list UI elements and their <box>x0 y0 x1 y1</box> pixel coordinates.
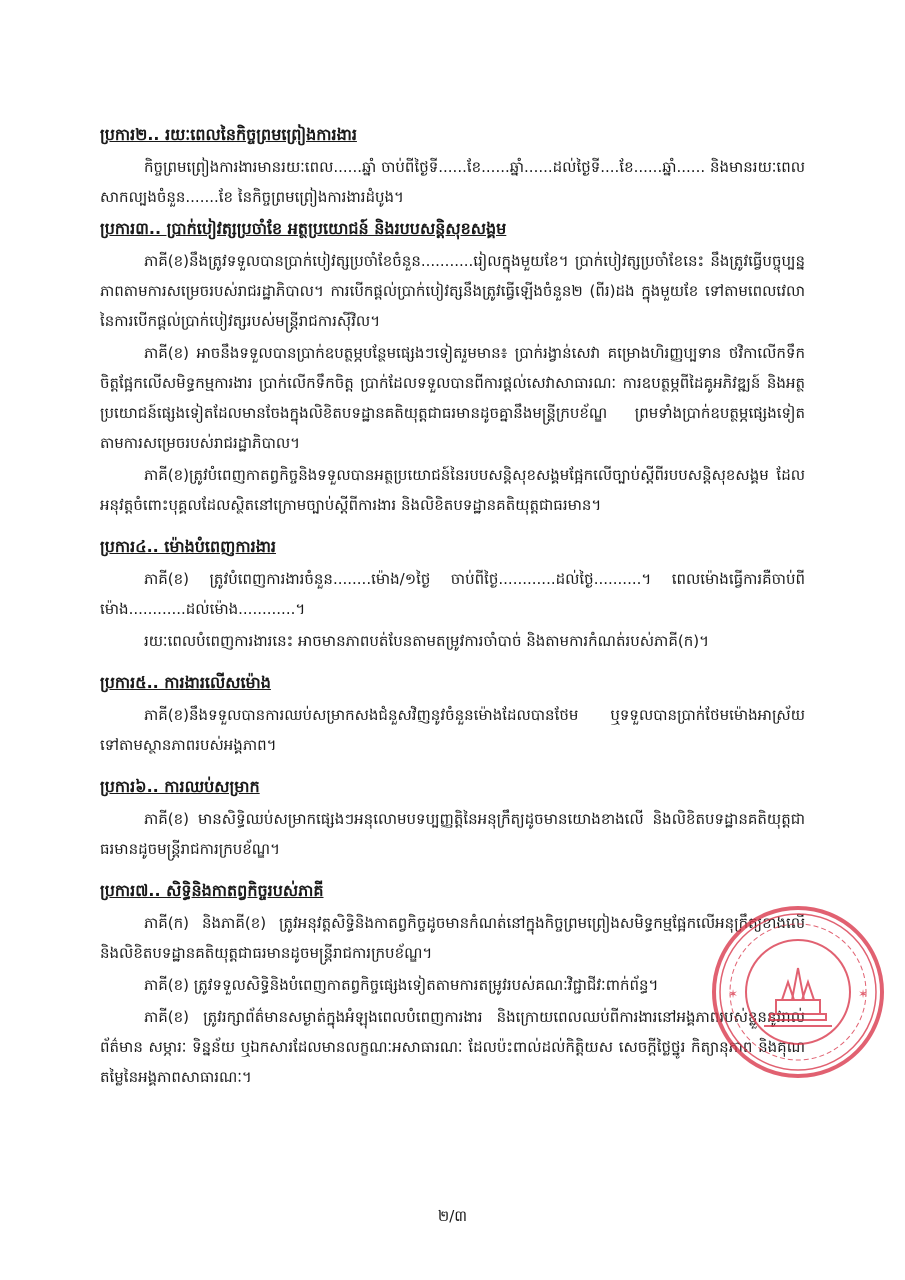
article-6 <box>100 774 805 864</box>
article-heading: ប្រការ៣.. ប្រាក់បៀវត្សប្រចាំខែ អត្ថប្រយោជន៍ និងរបបសន្តិសុខសង្គម <box>100 219 507 238</box>
paragraph: កិច្ចព្រមព្រៀងការងារមានរយៈពេល......ឆ្នាំ ចាប់ពីថ្ងៃទី......ខែ......ឆ្នាំ......ដល់ថ្ងៃទី....ខែ......ឆ្នាំ...... និងមានរយៈពេលសាកល្បងចំនួន.......ខែ នៃកិច្ចព្រមព្រៀងការងារដំបូង។ <box>100 158 805 206</box>
paragraph: ភាគី(ខ) ត្រូវទទួលសិទ្ធិនិងបំពេញកាតព្វកិច្ចផ្សេងទៀតតាមការតម្រូវរបស់គណៈវិជ្ជាជីវៈពាក់ព័ន្ធ។ <box>144 976 659 994</box>
paragraph: ភាគី(ខ)ត្រូវបំពេញកាតព្វកិច្ចនិងទទួលបានអត្ថប្រយោជន៍នៃរបបសន្តិសុខសង្គមផ្អែកលើច្បាប់ស្តីពីរបបសន្តិសុខសង្គម ដែលអនុវត្តចំពោះបុគ្គលដែលស្ថិតនៅក្រោមច្បាប់ស្តីពីការងារ និងលិខិតបទដ្ឋានគតិយុត្តជាធរមាន។ <box>100 466 805 514</box>
official-seal-stamp <box>708 902 888 1082</box>
paragraph: រយៈពេលបំពេញការងារនេះ អាចមានភាពបត់បែនតាមតម្រូវការចាំបាច់ និងតាមការកំណត់របស់ភាគី(ក)។ <box>144 632 709 650</box>
svg-text:✶: ✶ <box>728 987 739 1001</box>
svg-text:✶: ✶ <box>858 987 869 1001</box>
paragraph: ភាគី(ខ) អាចនឹងទទួលបានប្រាក់ឧបត្ថម្ភបន្ថែមផ្សេងៗទៀតរួមមាន៖ ប្រាក់រង្វាន់សេវា គម្រោងហិរញ្ញប្បទាន ថវិកាលើកទឹកចិត្តផ្អែកលើសមិទ្ធកម្មការងារ ប្រាក់លើកទឹកចិត្ត ប្រាក់ដែលទទួលបានពីការផ្តល់សេវាសាធារណៈ ការឧបត្ថម្ភពីដៃគូអភិវឌ្ឍន៍ និងអត្ថប្រយោជន៍ផ្សេងទៀតដែលមានចែងក្នុងលិខិតបទដ្ឋានគតិយុត្តជាធរមានដូចគ្នានឹងមន្ត្រីក្របខ័ណ្ឌ ព្រមទាំងប្រាក់ឧបត្ថម្ភផ្សេងទៀត តាមការសម្រេចរបស់រាជរដ្ឋាភិបាល។ <box>100 344 805 452</box>
document-body <box>100 118 805 1094</box>
paragraph: ភាគី(ខ) ត្រូវបំពេញការងារចំនួន........ម៉ោង/១ថ្ងៃ ចាប់ពីថ្ងៃ............ដល់ថ្ងៃ..........។ ពេលម៉ោងធ្វើការគឺចាប់ពីម៉ោង............ដល់ម៉ោង............។ <box>100 570 805 618</box>
article-heading: ប្រការ៦.. ការឈប់សម្រាក <box>100 777 260 796</box>
article-3 <box>100 216 805 520</box>
article-heading: ប្រការ៥.. ការងារលើសម៉ោង <box>100 673 271 692</box>
article-2 <box>100 122 805 212</box>
article-heading: ប្រការ២.. រយៈពេលនៃកិច្ចព្រមព្រៀងការងារ <box>100 125 357 144</box>
paragraph: ភាគី(ខ) ត្រូវរក្សាព័ត៌មានសម្ងាត់ក្នុងអំឡុងពេលបំពេញការងារ និងក្រោយពេលឈប់ពីការងារនៅអង្គភាពរបស់ខ្លួននូវរាល់ព័ត៌មាន សម្ភារៈ ទិន្នន័យ ឬឯកសារដែលមានលក្ខណៈអសាធារណៈ ដែលប៉ះពាល់ដល់កិត្តិយស សេចក្តីថ្លៃថ្នូរ កិត្យានុភាព និងគុណតម្លៃនៃអង្គភាពសាធារណៈ។ <box>100 1008 805 1086</box>
article-heading: ប្រការ៧.. សិទ្ធិនិងកាតព្វកិច្ចរបស់ភាគី <box>100 881 324 900</box>
paragraph: ភាគី(ខ)នឹងទទួលបានការឈប់សម្រាកសងជំនួសវិញនូវចំនួនម៉ោងដែលបានថែម ឬទទួលបានប្រាក់ថែមម៉ោងអាស្រ័យទៅតាមស្ថានភាពរបស់អង្គភាព។ <box>100 706 805 754</box>
article-5 <box>100 670 805 760</box>
article-4 <box>100 534 805 656</box>
paragraph: ភាគី(ខ)នឹងត្រូវទទួលបានប្រាក់បៀវត្សប្រចាំខែចំនួន...........រៀលក្នុងមួយខែ។ ប្រាក់បៀវត្សប្រចាំខែនេះ នឹងត្រូវធ្វើបច្ចុប្បន្នភាពតាមការសម្រេចរបស់រាជរដ្ឋាភិបាល។ ការបើកផ្តល់ប្រាក់បៀវត្សនឹងត្រូវធ្វើឡើងចំនួន២ (ពីរ)ដង ក្នុងមួយខែ ទៅតាមពេលវេលានៃការបើកផ្តល់ប្រាក់បៀវត្សរបស់មន្ត្រីរាជការស៊ីវិល។ <box>100 252 805 330</box>
article-7 <box>100 878 805 1092</box>
paragraph: ភាគី(ក) និងភាគី(ខ) ត្រូវអនុវត្តសិទ្ធិនិងកាតព្វកិច្ចដូចមានកំណត់នៅក្នុងកិច្ចព្រមព្រៀងសមិទ្ធកម្មផ្អែកលើអនុក្រឹត្យខាងលើ និងលិខិតបទដ្ឋានគតិយុត្តជាធរមានដូចមន្ត្រីរាជការក្របខ័ណ្ឌ។ <box>100 914 805 962</box>
paragraph: ភាគី(ខ) មានសិទ្ធិឈប់សម្រាកផ្សេងៗអនុលោមបទប្បញ្ញត្តិនៃអនុក្រឹត្យដូចមានយោងខាងលើ និងលិខិតបទដ្ឋានគតិយុត្តជាធរមានដូចមន្ត្រីរាជការក្របខ័ណ្ឌ។ <box>100 810 805 858</box>
article-heading: ប្រការ៤.. ម៉ោងបំពេញការងារ <box>100 537 277 556</box>
page-number: ២/៣ <box>437 1207 468 1225</box>
